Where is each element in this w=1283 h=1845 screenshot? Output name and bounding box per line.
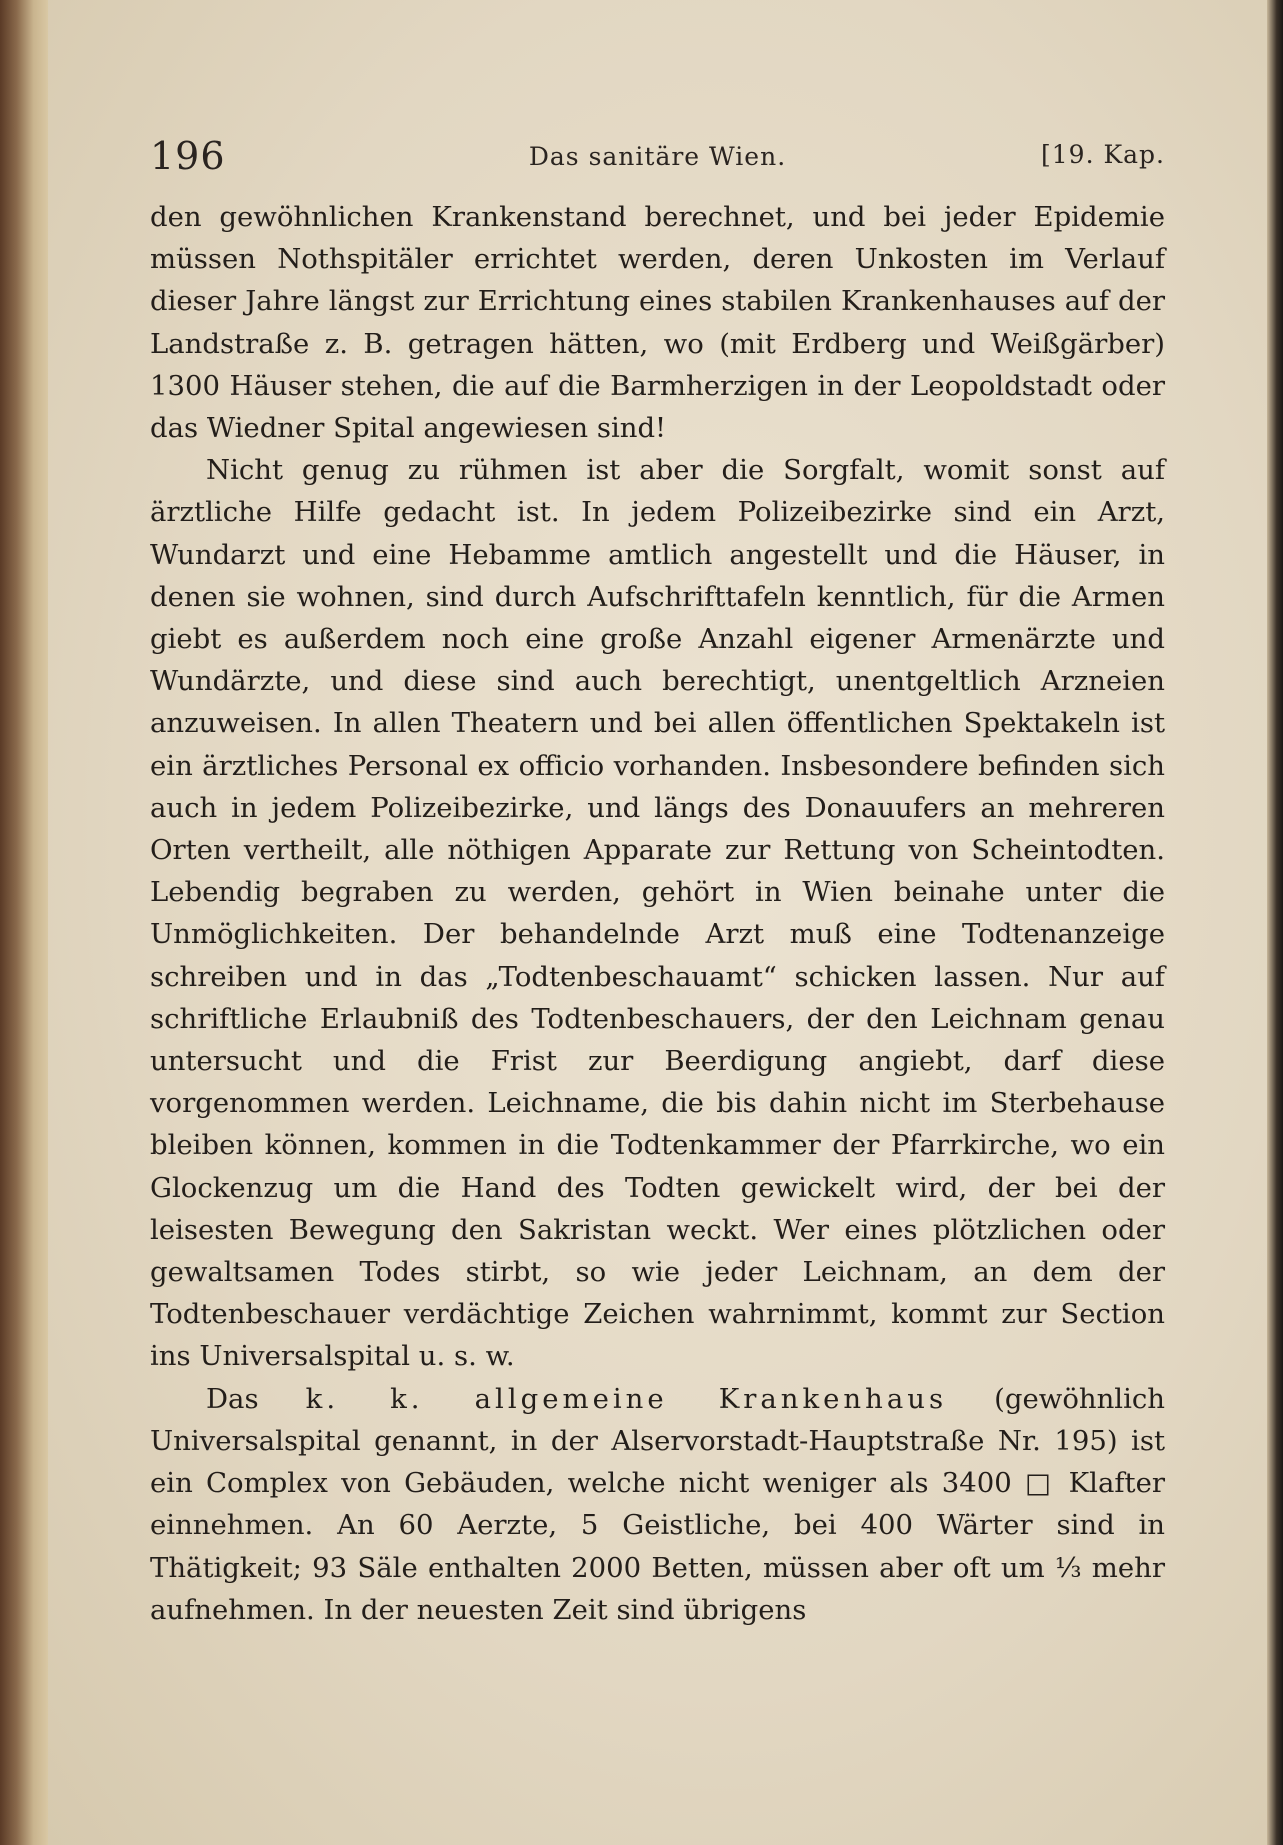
paragraph-3-rest: (gewöhnlich Universalspital genannt, in der Alservorstadt-Hauptstraße Nr. 195) ist ein Complex von Gebäuden, welche nicht weniger als 3400 □ Klafter einnehmen. An 60 Aerzte, 5 Geistliche, bei 400 Wärter sind in Thätigkeit; 93 Säle enthalten 2000 Betten, müssen aber oft um ⅓ mehr aufnehmen. In der neuesten Zeit sind übrigens — [150, 1382, 1165, 1626]
hospital-name-spaced: k. k. allgemeine Krankenhaus — [305, 1382, 948, 1415]
book-binding-edge — [0, 0, 48, 1845]
paragraph-3-lead: Das — [206, 1382, 259, 1415]
paragraph-1: den gewöhnlichen Krankenstand berechnet, und bei jeder Epidemie müssen Nothspitäler errichtet werden, deren Unkosten im Verlauf dieser Jahre längst zur Errichtung eines stabilen Krankenhauses auf der Landstraße z. B. getragen hätten, wo (mit Erdberg und Weißgärber) 1300 Häuser stehen, die auf die Barmherzigen in der Leopoldstadt oder das Wiedner Spital angewiesen sind! — [150, 201, 1165, 445]
running-header — [150, 134, 1165, 184]
running-title: Das sanitäre Wien. — [528, 142, 787, 171]
paragraph-2: Nicht genug zu rühmen ist aber die Sorgfalt, womit sonst auf ärztliche Hilfe gedacht ist. In jedem Polizeibezirke sind ein Arzt, Wundarzt und eine Hebamme amtlich angestellt und die Häuser, in denen sie wohnen, sind durch Aufschrifttafeln kenntlich, für die Armen giebt es außerdem noch eine große Anzahl eigener Armenärzte und Wundärzte, und diese sind auch berechtigt, unentgeltlich Arzneien anzuweisen. In allen Theatern und bei allen öffentlichen Spektakeln ist ein ärztliches Personal ex officio vorhanden. Insbesondere befinden sich auch in jedem Polizeibezirke, und längs des Donauufers an mehreren Orten vertheilt, alle nöthigen Apparate zur Rettung von Scheintodten. Lebendig begraben zu werden, gehört in Wien beinahe unter die Unmöglichkeiten. Der behandelnde Arzt muß eine Todtenanzeige schreiben und in das „Todtenbeschauamt“ schicken lassen. Nur auf schriftliche Erlaubniß des Todtenbeschauers, der den Leichnam genau untersucht und die Frist zur Beerdigung angiebt, darf diese vorgenommen werden. Leichname, die bis dahin nicht im Sterbehause bleiben können, kommen in die Todtenkammer der Pfarrkirche, wo ein Glockenzug um die Hand des Todten gewickelt wird, der bei der leisesten Bewegung den Sakristan weckt. Wer eines plötzlichen oder gewaltsamen Todes stirbt, so wie jeder Leichnam, an dem der Todtenbeschauer verdächtige Zeichen wahrnimmt, kommt zur Section ins Universalspital u. s. w. — [150, 454, 1165, 1373]
paragraph-3 — [150, 1378, 1165, 1631]
page-right-edge — [1267, 0, 1283, 1845]
page-number: 196 — [150, 134, 226, 178]
body-text — [150, 196, 1165, 1631]
chapter-reference: [19. Kap. — [1041, 140, 1165, 169]
